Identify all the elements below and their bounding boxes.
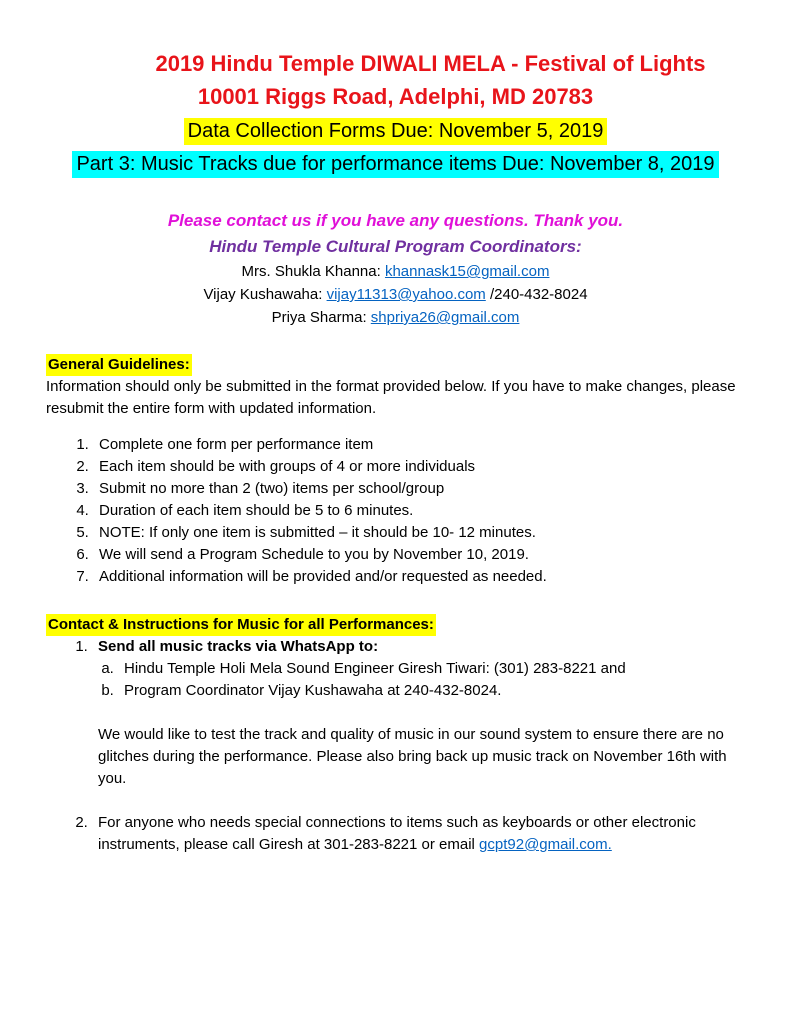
coordinator-email-link[interactable]: khannask15@gmail.com <box>384 263 550 280</box>
music-item2-text: For anyone who needs special connections to items such as keyboards or other electronic instruments, please call Giresh at 301-283-8221 or email <box>98 814 696 853</box>
coordinator-phone: /240-432-8024 <box>485 286 588 303</box>
list-item: 3. Submit no more than 2 (two) items per school/group <box>93 478 751 500</box>
music-instructions-section <box>46 614 751 856</box>
list-item: 4. Duration of each item should be 5 to 6 minutes. <box>93 500 751 522</box>
coordinator-email-link[interactable]: vijay11313@yahoo.com <box>326 286 486 303</box>
list-item <box>92 812 751 856</box>
forms-due-text: Data Collection Forms Due: November 5, 2019 <box>184 118 608 145</box>
list-item: 5. NOTE: If only one item is submitted – it should be 10- 12 minutes. <box>93 522 751 544</box>
coordinator-row <box>0 283 791 306</box>
contact-block <box>0 208 791 329</box>
engineer-email-link[interactable]: gcpt92@gmail.com. <box>479 836 612 853</box>
coordinator-row <box>0 260 791 283</box>
coordinator-name: Vijay Kushawaha: <box>203 286 327 303</box>
guidelines-heading: General Guidelines: <box>46 354 192 376</box>
list-item: 7. Additional information will be provided and/or requested as needed. <box>93 566 751 588</box>
list-item: 1. Complete one form per performance item <box>93 434 751 456</box>
music-heading: Contact & Instructions for Music for all Performances: <box>46 614 436 636</box>
coordinator-row <box>0 306 791 329</box>
list-item: 2. Each item should be with groups of 4 or more individuals <box>93 456 751 478</box>
music-item1-note: We would like to test the track and quality of music in our sound system to ensure there are no glitches during the performance. Please also bring back up music track on November 16th with you. <box>98 726 727 787</box>
music-item1-title: Send all music tracks via WhatsApp to: <box>98 638 379 655</box>
event-address: 10001 Riggs Road, Adelphi, MD 20783 <box>197 84 594 109</box>
list-item: a. Hindu Temple Holi Mela Sound Engineer Giresh Tiwari: (301) 283-8221 and <box>118 658 751 680</box>
coordinator-name: Priya Sharma: <box>271 309 371 326</box>
coordinators-heading: Hindu Temple Cultural Program Coordinators: <box>209 237 582 256</box>
guidelines-intro: Information should only be submitted in the format provided below. If you have to make changes, please resubmit the entire form with updated information. <box>46 378 736 417</box>
music-due-text: Part 3: Music Tracks due for performance items Due: November 8, 2019 <box>72 151 718 178</box>
list-item: 6. We will send a Program Schedule to you by November 10, 2019. <box>93 544 751 566</box>
music-sub-list <box>98 658 751 702</box>
event-title: 2019 Hindu Temple DIWALI MELA - Festival of Lights <box>155 51 706 76</box>
coordinator-email-link[interactable]: shpriya26@gmail.com <box>370 309 520 326</box>
music-list <box>46 636 751 856</box>
forms-due-line <box>0 118 791 145</box>
page-title <box>0 50 791 112</box>
list-item: b. Program Coordinator Vijay Kushawaha at 240-432-8024. <box>118 680 751 702</box>
contact-question: Please contact us if you have any questions. Thank you. <box>167 211 624 230</box>
coordinator-name: Mrs. Shukla Khanna: <box>241 263 385 280</box>
list-item <box>92 636 751 790</box>
music-due-line <box>0 151 791 178</box>
guidelines-list <box>0 434 751 588</box>
general-guidelines-section <box>46 354 751 588</box>
